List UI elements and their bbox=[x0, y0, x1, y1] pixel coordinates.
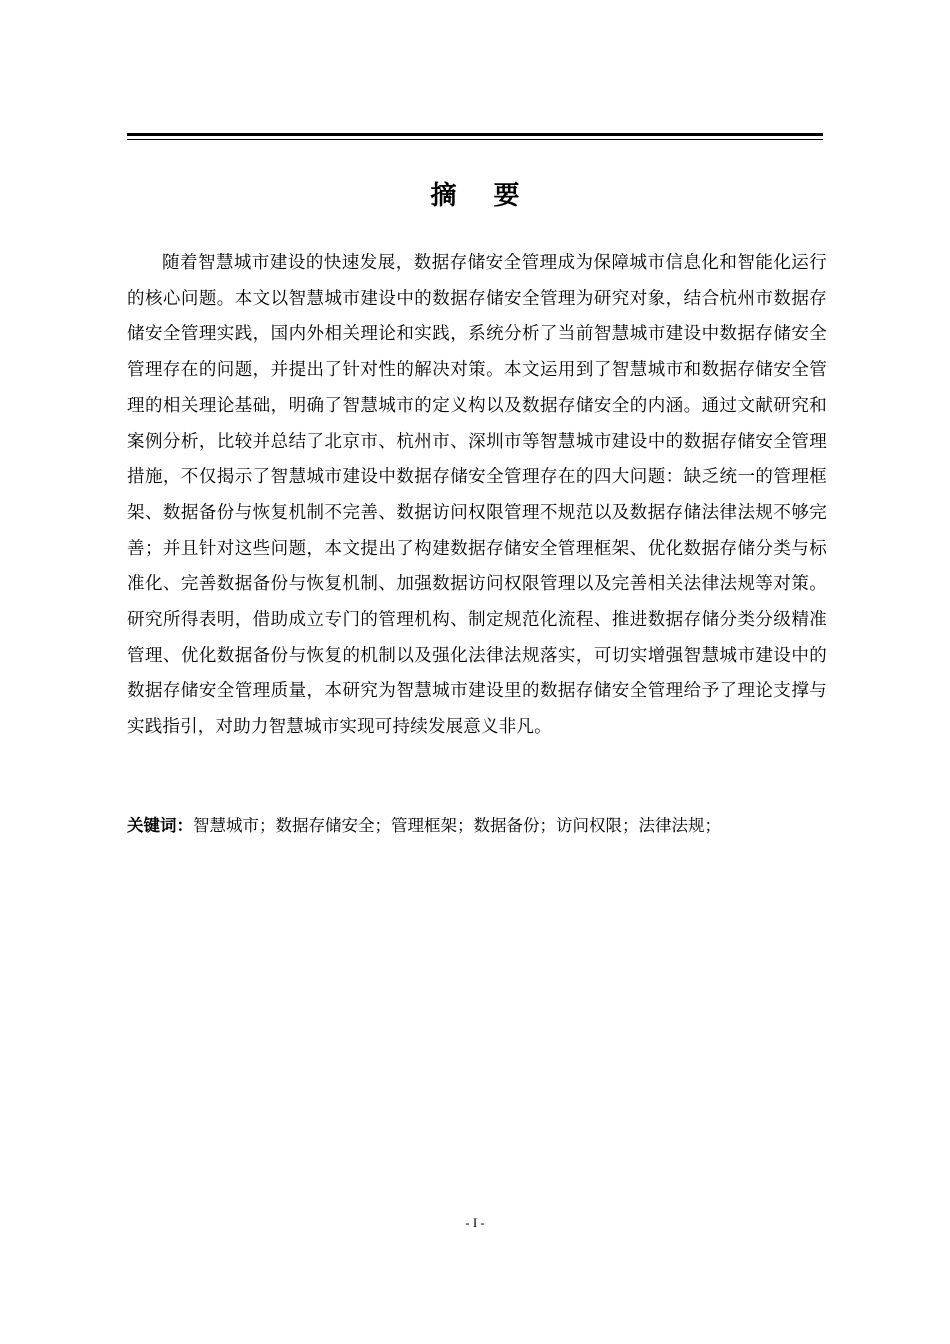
keywords-line bbox=[127, 812, 827, 840]
abstract-paragraph: 随着智慧城市建设的快速发展，数据存储安全管理成为保障城市信息化和智能化运行的核心问题。本文以智慧城市建设中的数据存储安全管理为研究对象，结合杭州市数据存储安全管理实践，国内外相关理论和实践，系统分析了当前智慧城市建设中数据存储安全管理存在的问题，并提出了针对性的解决对策。本文运用到了智慧城市和数据存储安全管理的相关理论基础，明确了智慧城市的定义构以及数据存储安全的内涵。通过文献研究和案例分析，比较并总结了北京市、杭州市、深圳市等智慧城市建设中的数据存储安全管理措施，不仅揭示了智慧城市建设中数据存储安全管理存在的四大问题：缺乏统一的管理框架、数据备份与恢复机制不完善、数据访问权限管理不规范以及数据存储法律法规不够完善；并且针对这些问题，本文提出了构建数据存储安全管理框架、优化数据存储分类与标准化、完善数据备份与恢复机制、加强数据访问权限管理以及完善相关法律法规等对策。研究所得表明，借助成立专门的管理机构、制定规范化流程、推进数据存储分类分级精准管理、优化数据备份与恢复的机制以及强化法律法规落实，可切实增强智慧城市建设中的数据存储安全管理质量，本研究为智慧城市建设里的数据存储安全管理给予了理论支撑与实践指引，对助力智慧城市实现可持续发展意义非凡。 bbox=[127, 253, 827, 738]
page-title: 摘 要 bbox=[430, 181, 534, 211]
page-number: - I - bbox=[465, 1215, 485, 1230]
header-rule-thin bbox=[127, 139, 823, 140]
keywords-text: 智慧城市；数据存储安全；管理框架；数据备份；访问权限；法律法规； bbox=[193, 816, 721, 835]
keywords-label: 关键词： bbox=[127, 816, 193, 835]
header-rule-thick bbox=[127, 133, 823, 136]
